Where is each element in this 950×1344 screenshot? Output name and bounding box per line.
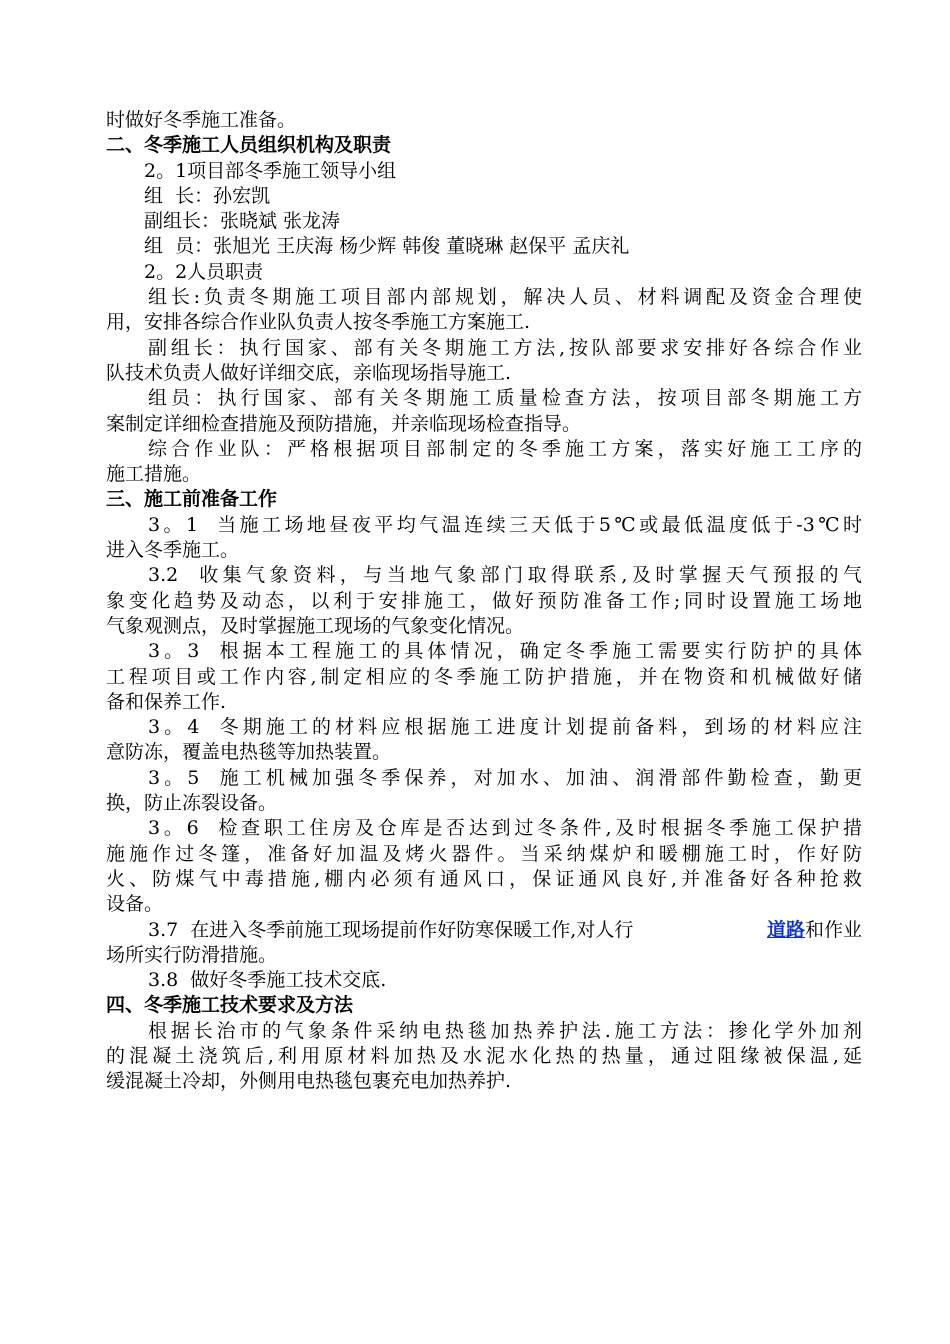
paragraph-line: 副组长：执行国家、部有关冬期施工方法,按队部要求安排好各综合作业	[148, 336, 862, 359]
paragraph-text: 和作业	[804, 918, 862, 941]
paragraph-line-with-link	[106, 918, 862, 943]
paragraph-line: 场所实行防滑措施。	[106, 943, 278, 966]
team-leader-line: 组 长：孙宏凯	[144, 184, 271, 207]
road-link[interactable]: 道路	[766, 918, 805, 941]
paragraph-line: 缓混凝土冷却，外侧用电热毯包裹充电加热养护.	[106, 1070, 512, 1093]
paragraph-line: 施工措施。	[106, 463, 202, 486]
paragraph-line: 气象观测点，及时掌握施工现场的气象变化情况。	[106, 614, 525, 637]
paragraph-line: 换，防止冻裂设备。	[106, 792, 278, 815]
paragraph-line: 火、防煤气中毒措施,棚内必须有通风口，保证通风良好,并准备好各种抢救	[106, 867, 862, 890]
paragraph-line: 设备。	[106, 893, 164, 916]
paragraph-line: 3.2 收集气象资料，与当地气象部门取得联系,及时掌握天气预报的气	[148, 564, 862, 587]
section-heading: 三、施工前准备工作	[106, 488, 278, 511]
paragraph-line: 备和保养工作.	[106, 690, 227, 713]
paragraph-line: 队技术负责人做好详细交底，亲临现场指导施工.	[106, 361, 512, 384]
deputy-leader-line: 副组长：张晓斌 张龙涛	[144, 210, 341, 233]
paragraph-line: 用，安排各综合作业队负责人按冬季施工方案施工.	[106, 311, 531, 334]
paragraph-line: 意防冻，覆盖电热毯等加热装置。	[106, 741, 392, 764]
paragraph-line: 3。3 根据本工程施工的具体情况，确定冬季施工需要实行防护的具体	[148, 640, 862, 663]
paragraph-line: 进入冬季施工。	[106, 539, 240, 562]
paragraph-line: 组长:负责冬期施工项目部内部规划，解决人员、材料调配及资金合理使	[148, 286, 862, 309]
paragraph-line: 时做好冬季施工准备。	[106, 109, 297, 131]
subsection-title: 2。2人员职责	[144, 260, 264, 283]
paragraph-line: 3。1 当施工场地昼夜平均气温连续三天低于5℃或最低温度低于-3℃时	[148, 513, 862, 536]
paragraph-line: 施施作过冬篷，准备好加温及烤火器件。当采纳煤炉和暖棚施工时，作好防	[106, 842, 862, 865]
paragraph-line: 3。6 检查职工住房及仓库是否达到过冬条件,及时根据冬季施工保护措	[148, 817, 862, 840]
paragraph-line: 工程项目或工作内容,制定相应的冬季施工防护措施，并在物资和机械做好储	[106, 665, 862, 688]
section-heading: 四、冬季施工技术要求及方法	[106, 994, 354, 1017]
paragraph-line: 3。4 冬期施工的材料应根据施工进度计划提前备料，到场的材料应注	[148, 716, 862, 739]
paragraph-line: 组员：执行国家、部有关冬期施工质量检查方法，按项目部冬期施工方	[148, 387, 862, 410]
paragraph-line: 3。5 施工机械加强冬季保养，对加水、加油、润滑部件勤检查，勤更	[148, 766, 862, 789]
paragraph-line: 3.8 做好冬季施工技术交底.	[148, 969, 387, 992]
paragraph-text: 3.7 在进入冬季前施工现场提前作好防寒保暖工作,对人行	[148, 918, 634, 941]
document-page	[106, 108, 862, 1095]
paragraph-line: 根据长治市的气象条件采纳电热毯加热养护法.施工方法：掺化学外加剂	[148, 1019, 862, 1042]
subsection-title: 2。1项目部冬季施工领导小组	[144, 159, 397, 182]
paragraph-line: 象变化趋势及动态，以利于安排施工，做好预防准备工作;同时设置施工场地	[106, 589, 862, 612]
team-members-line: 组 员：张旭光 王庆海 杨少辉 韩俊 董晓琳 赵保平 孟庆礼	[144, 235, 630, 258]
paragraph-line: 综合作业队：严格根据项目部制定的冬季施工方案，落实好施工工序的	[148, 437, 862, 460]
section-heading: 二、冬季施工人员组织机构及职责	[106, 134, 392, 157]
paragraph-line: 案制定详细检查措施及预防措施，并亲临现场检查指导。	[106, 412, 582, 435]
paragraph-line: 的混凝土浇筑后,利用原材料加热及水泥水化热的热量，通过阻缘被保温,延	[106, 1044, 862, 1067]
